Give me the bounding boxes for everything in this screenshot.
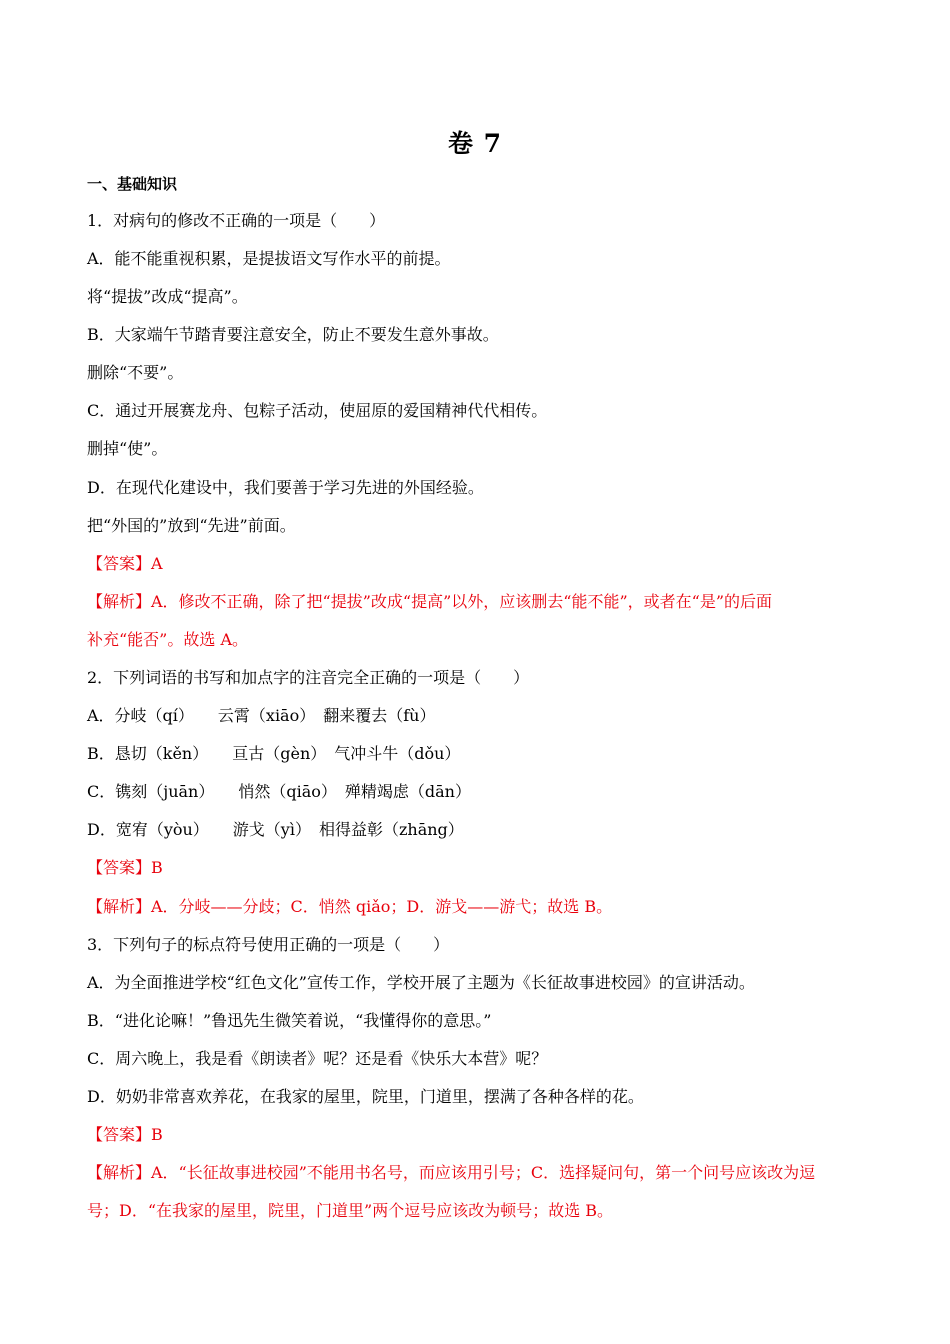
q1-option-b: B．大家端午节踏青要注意安全，防止不要发生意外事故。 [87, 325, 499, 344]
q1-analysis-line-2: 补充“能否”。故选 A。 [87, 630, 249, 649]
q2-analysis: 【解析】A．分岐——分歧；C．悄然 qiǎo；D．游戈——游弋；故选 B。 [87, 897, 613, 916]
q1-answer: 【答案】A [87, 554, 163, 573]
q2-option-a: A．分岐（qí） 云霄（xiāo） 翻来覆去（fù） [87, 706, 436, 725]
q1-option-b-fix: 删除“不要”。 [87, 363, 184, 382]
page-title: 卷 7 [447, 129, 503, 158]
q3-answer: 【答案】B [87, 1125, 163, 1144]
q3-stem: 3．下列句子的标点符号使用正确的一项是（ ） [87, 935, 450, 954]
q3-option-b: B．“进化论嘛！”鲁迅先生微笑着说，“我懂得你的意思。” [87, 1011, 492, 1030]
q3-analysis-line-1: 【解析】A．“长征故事进校园”不能用书名号，而应该用引号；C．选择疑问句，第一个问号应该改为逗 [87, 1163, 816, 1182]
q2-stem: 2．下列词语的书写和加点字的注音完全正确的一项是（ ） [87, 668, 530, 687]
q3-option-c: C．周六晚上，我是看《朗读者》呢？还是看《快乐大本营》呢？ [87, 1049, 548, 1068]
q1-analysis-line-1: 【解析】A．修改不正确，除了把“提拔”改成“提高”以外，应该删去“能不能”，或者在“是”的后面 [87, 592, 772, 611]
q1-option-d-fix: 把“外国的”放到“先进”前面。 [87, 516, 296, 535]
q2-option-b: B．恳切（kěn） 亘古（gèn） 气冲斗牛（dǒu） [87, 744, 461, 763]
section-heading: 一、基础知识 [87, 175, 178, 193]
q3-analysis-line-2: 号；D．“在我家的屋里，院里，门道里”两个逗号应该改为顿号；故选 B。 [87, 1201, 614, 1220]
q2-option-d: D．宽宥（yòu） 游戈（yì） 相得益彰（zhāng） [87, 820, 464, 839]
q3-option-a: A．为全面推进学校“红色文化”宣传工作，学校开展了主题为《长征故事进校园》的宣讲活动。 [87, 973, 755, 992]
q1-option-a-fix: 将“提拔”改成“提高”。 [87, 287, 248, 306]
q3-option-d: D．奶奶非常喜欢养花，在我家的屋里，院里，门道里，摆满了各种各样的花。 [87, 1087, 644, 1106]
q1-option-c: C．通过开展赛龙舟、包粽子活动，使屈原的爱国精神代代相传。 [87, 401, 548, 420]
q2-answer: 【答案】B [87, 858, 163, 877]
q1-stem: 1．对病句的修改不正确的一项是（ ） [87, 211, 386, 230]
q2-option-c: C．镌刻（juān） 悄然（qiāo） 殚精竭虑（dān） [87, 782, 471, 801]
q1-option-a: A．能不能重视积累，是提拔语文写作水平的前提。 [87, 249, 451, 268]
q1-option-c-fix: 删掉“使”。 [87, 439, 168, 458]
q1-option-d: D．在现代化建设中，我们要善于学习先进的外国经验。 [87, 478, 484, 497]
